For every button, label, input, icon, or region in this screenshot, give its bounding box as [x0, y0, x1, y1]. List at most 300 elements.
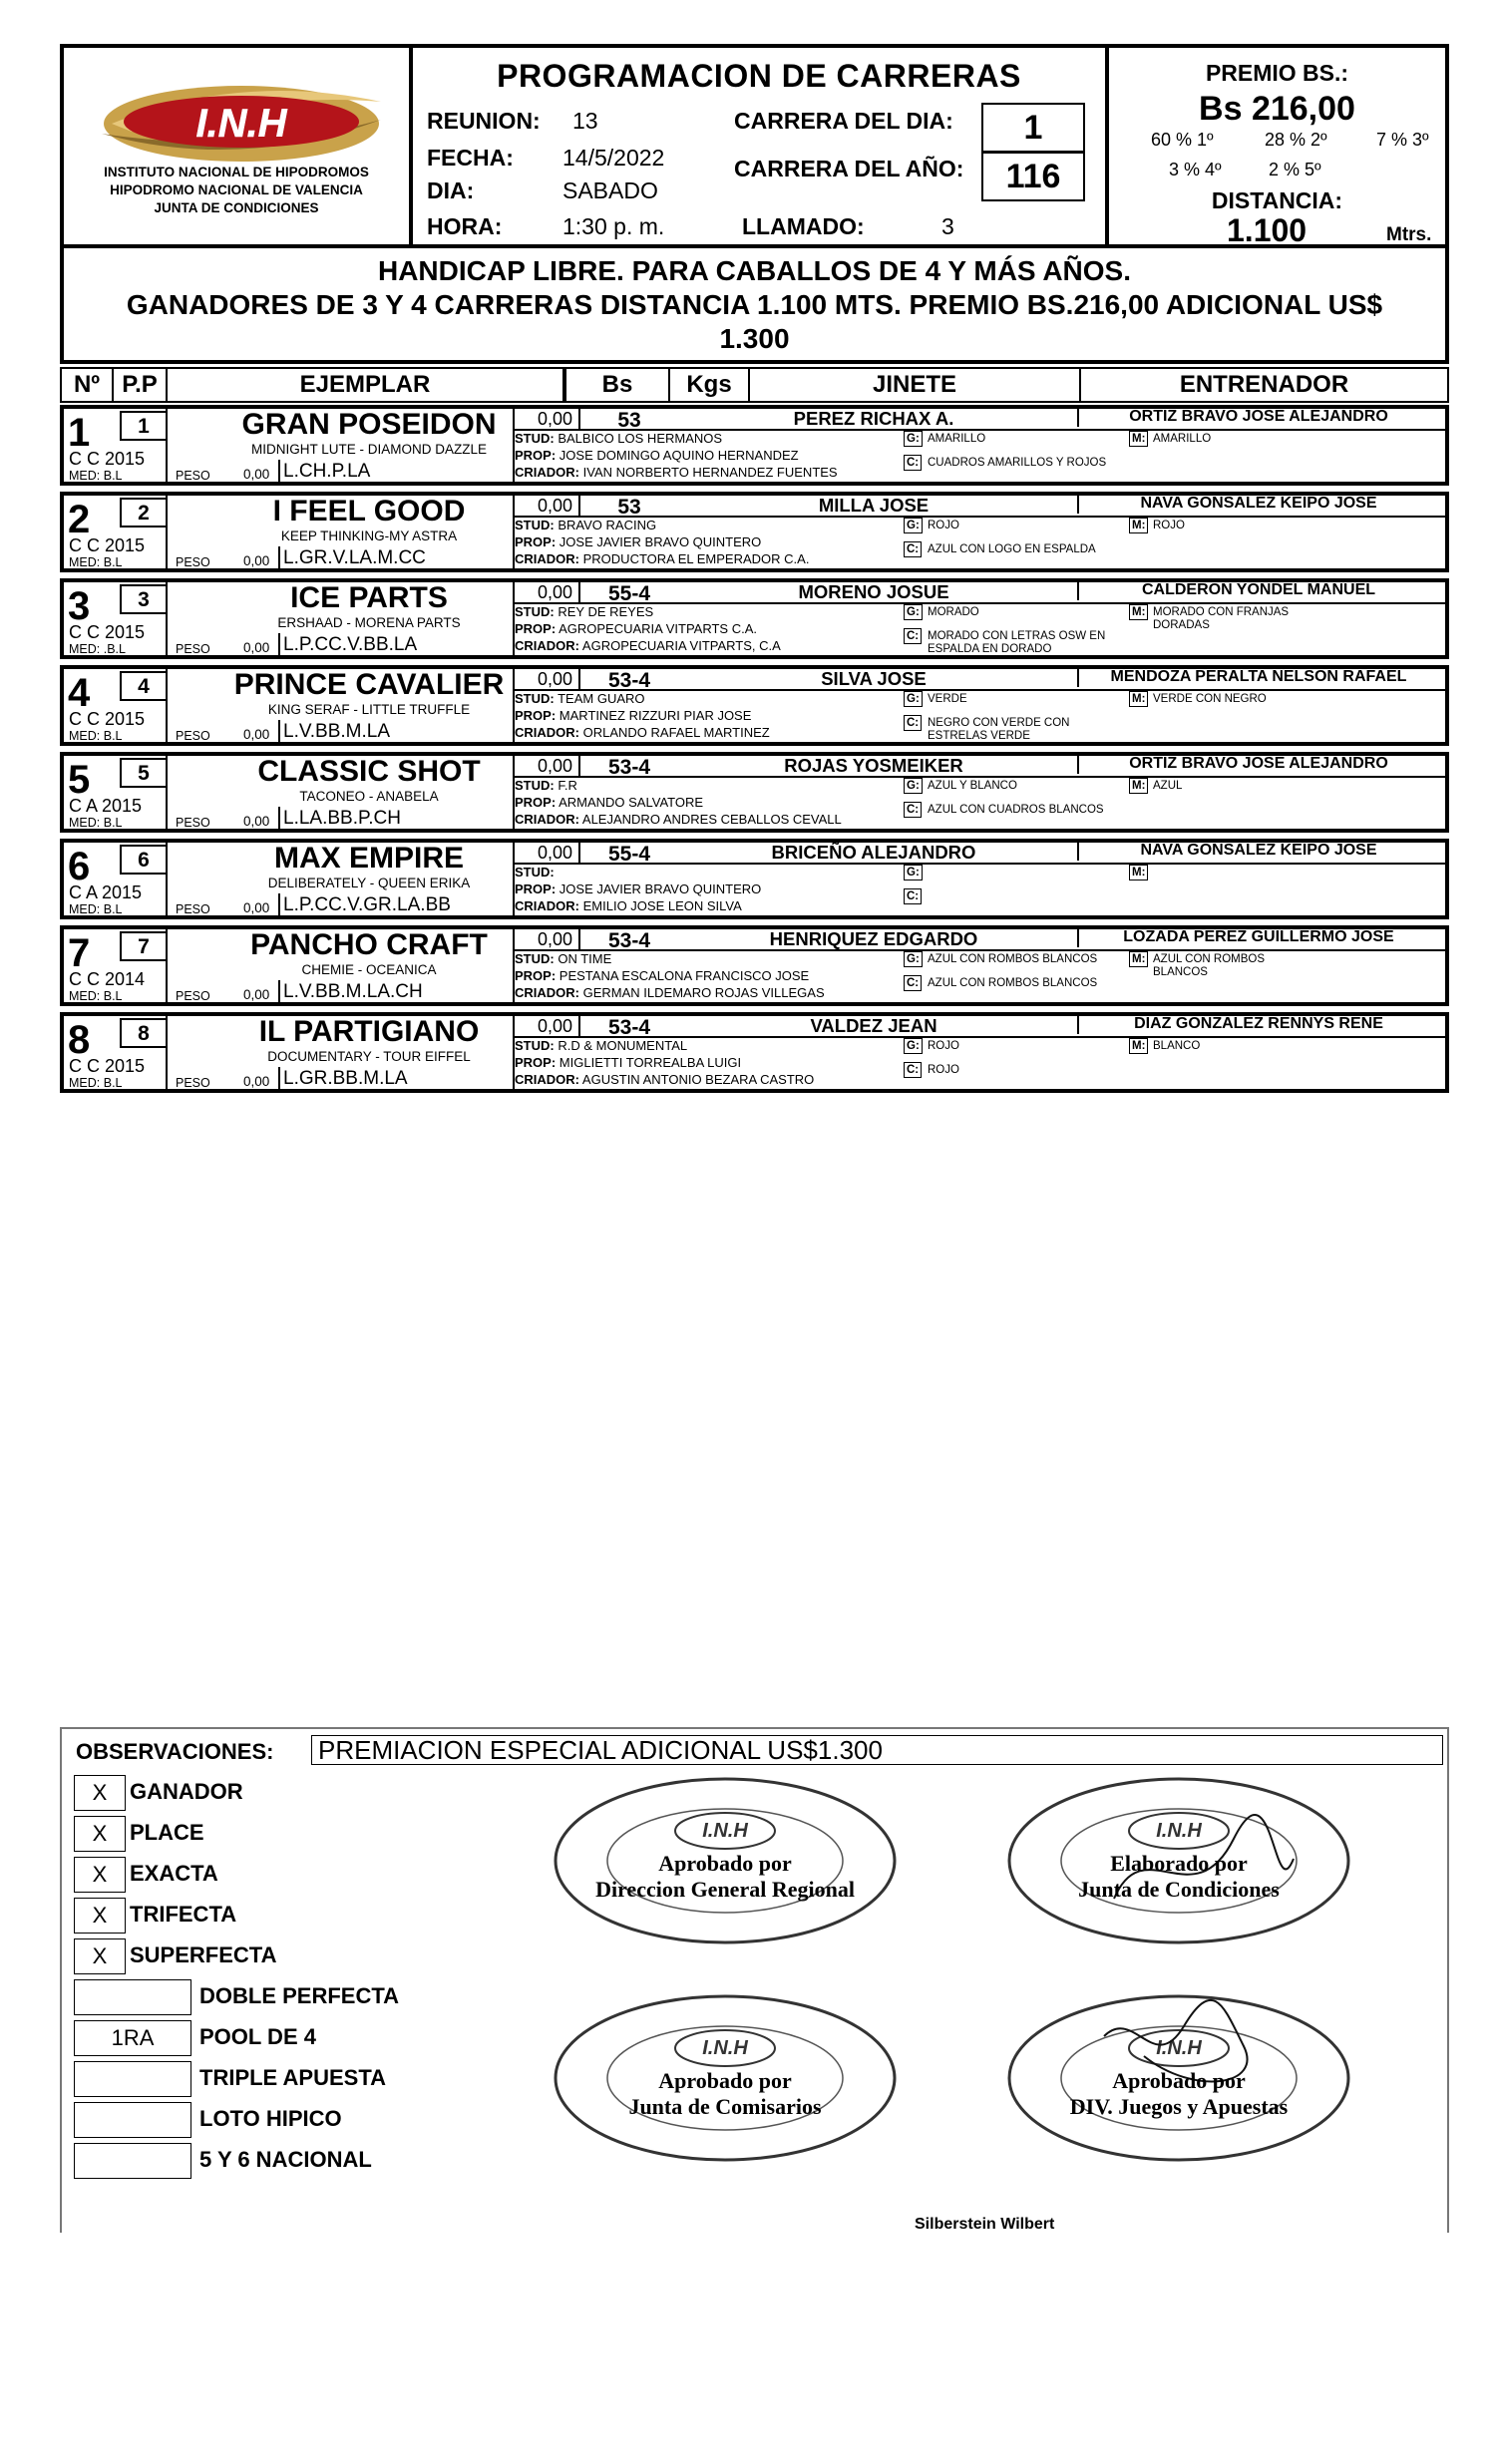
medication [69, 989, 123, 1003]
g-label: G: [904, 691, 923, 707]
kgs-value: 53 [617, 496, 641, 519]
stamp-line2: Direccion General Regional [595, 1877, 855, 1902]
med-value: B.L [103, 1076, 123, 1090]
bet-label: DOBLE PERFECTA [199, 1983, 400, 2008]
criador-line [515, 985, 825, 1000]
conditions-line: HANDICAP LIBRE. PARA CABALLOS DE 4 Y MÁS AÑOS. [377, 255, 1132, 286]
bet-label: TRIPLE APUESTA [199, 2065, 387, 2090]
post-position: 2 [120, 498, 168, 528]
peso-label: PESO [176, 729, 210, 743]
prop-label: PROP: [515, 795, 557, 810]
jockey-name: HENRIQUEZ EDGARDO [769, 928, 978, 949]
page-title: PROGRAMACION DE CARRERAS [497, 58, 1021, 94]
jockey-name: MILLA JOSE [818, 495, 930, 516]
gorra-color: MORADO [928, 606, 979, 618]
horse-code: L.P.CC.V.BB.LA [278, 633, 513, 657]
jockey-name: MORENO JOSUE [798, 581, 949, 602]
dia-value: SABADO [562, 177, 658, 203]
divider [166, 843, 168, 915]
g-label: G: [904, 778, 923, 794]
pedigree: CHEMIE - OCEANICA [301, 962, 437, 977]
col-horse: EJEMPLAR [166, 367, 564, 403]
horse-code: L.GR.BB.M.LA [278, 1067, 513, 1091]
horse-code: L.V.BB.M.LA.CH [278, 980, 513, 1004]
criador-line [515, 725, 770, 740]
g-label: G: [904, 604, 923, 620]
post-position: 4 [120, 671, 168, 701]
criador-label: CRIADOR: [515, 638, 579, 653]
med-label: MED: [69, 902, 101, 916]
gorra-color: AZUL Y BLANCO [928, 780, 1017, 792]
m-label: M: [1129, 604, 1148, 620]
stud-label: STUD: [515, 778, 555, 793]
criador-label: CRIADOR: [515, 812, 579, 827]
conditions-line: GANADORES DE 3 Y 4 CARRERAS DISTANCIA 1.100 MTS. PREMIO BS.216,00 ADICIONAL US$ [126, 289, 1383, 320]
criador-value: IVAN NORBERTO HERNANDEZ FUENTES [582, 465, 838, 480]
divider [1077, 843, 1079, 861]
mangas-color: ROJO [1153, 520, 1185, 531]
bs-value: 0,00 [513, 756, 580, 778]
horse-name: PRINCE CAVALIER [233, 668, 505, 701]
divider [1077, 582, 1079, 600]
stamp-condiciones [994, 1769, 1363, 1948]
peso-label: PESO [176, 555, 210, 569]
criador-label: CRIADOR: [515, 1072, 579, 1087]
c-label: C: [904, 802, 922, 818]
criador-line [515, 898, 742, 913]
bet-label: LOTO HIPICO [199, 2106, 342, 2131]
entry-row [60, 492, 1449, 572]
gorra-color: VERDE [928, 693, 967, 705]
divider [166, 756, 168, 829]
divider [1077, 669, 1079, 687]
kgs-value: 53-4 [607, 669, 651, 692]
c-label: C: [904, 628, 922, 644]
med-label: MED: [69, 1076, 101, 1090]
observations-section [60, 1727, 1449, 2233]
gorra-color: AMARILLO [928, 433, 986, 445]
peso-label: PESO [176, 1076, 210, 1090]
col-trainer: ENTRENADOR [1079, 367, 1449, 403]
bs-value: 0,00 [513, 843, 580, 865]
peso-value: 0,00 [243, 727, 270, 742]
horse-name: PANCHO CRAFT [250, 928, 488, 961]
criador-line [515, 551, 809, 566]
criador-value: AGROPECUARIA VITPARTS, C.A [581, 638, 781, 653]
med-label: MED: [69, 469, 101, 483]
criador-label: CRIADOR: [515, 465, 579, 480]
distance-unit: Mtrs. [1386, 224, 1432, 245]
sex-year: C A 2015 [69, 882, 143, 902]
mangas-color: VERDE CON NEGRO [1153, 693, 1267, 705]
stud-label: STUD: [515, 431, 555, 446]
trainer-name: MENDOZA PERALTA NELSON RAFAEL [1110, 668, 1407, 685]
col-bs: Bs [564, 367, 670, 403]
stamp-line1: Aprobado por [658, 1851, 792, 1876]
pedigree: KING SERAF - LITTLE TRUFFLE [267, 702, 471, 717]
stamp-line2: DIV. Juegos y Apuestas [1069, 2094, 1289, 2119]
criador-value: PRODUCTORA EL EMPERADOR C.A. [582, 551, 810, 566]
signer-name: Silberstein Wilbert [915, 2216, 1055, 2233]
chaqueta-color: AZUL CON ROMBOS BLANCOS [928, 977, 1098, 989]
post-position: 7 [120, 931, 168, 961]
trainer-name: DIAZ GONZALEZ RENNYS RENE [1134, 1015, 1383, 1032]
post-position: 6 [120, 845, 168, 875]
horse-name: CLASSIC SHOT [257, 755, 481, 788]
divider [166, 409, 168, 482]
c-label: C: [904, 1062, 922, 1078]
pedigree: DOCUMENTARY - TOUR EIFFEL [267, 1049, 471, 1064]
bet-checkbox[interactable] [74, 1979, 191, 2015]
prop-label: PROP: [515, 621, 557, 636]
stamp-direccion [541, 1769, 910, 1948]
stud-value: REY DE REYES [558, 604, 654, 619]
mangas-color: MORADO CON FRANJAS DORADAS [1153, 606, 1290, 631]
peso-value: 0,00 [243, 900, 270, 915]
stud-line [515, 1038, 687, 1053]
carrera-ano-value: 116 [981, 152, 1085, 201]
post-position: 8 [120, 1018, 168, 1048]
peso-value: 0,00 [243, 814, 270, 829]
divider [166, 1016, 168, 1089]
gorra-color: ROJO [928, 1040, 959, 1052]
post-position: 3 [120, 584, 168, 614]
prop-value: JOSE DOMINGO AQUINO HERNANDEZ [559, 448, 799, 463]
peso-label: PESO [176, 902, 210, 916]
stud-line [515, 865, 555, 880]
horse-name: IL PARTIGIANO [258, 1015, 480, 1048]
stud-label: STUD: [515, 1038, 555, 1053]
bet-checkbox[interactable]: X [74, 1816, 126, 1852]
stud-label: STUD: [515, 951, 555, 966]
medication [69, 642, 126, 656]
trainer-name: LOZADA PEREZ GUILLERMO JOSE [1123, 928, 1394, 945]
medication [69, 902, 123, 916]
med-value: B.L [103, 729, 123, 743]
pedigree: MIDNIGHT LUTE - DIAMOND DAZZLE [250, 442, 487, 457]
seal-logo-text: I.N.H [702, 2037, 748, 2059]
peso-label: PESO [176, 642, 210, 656]
llamado-label: LLAMADO: [742, 213, 865, 239]
dia-label: DIA: [427, 177, 475, 203]
bet-label: PLACE [130, 1820, 204, 1845]
pedigree: KEEP THINKING-MY ASTRA [280, 528, 458, 543]
reunion-label: REUNION: [427, 108, 541, 134]
bet-checkbox[interactable]: 1RA [74, 2020, 191, 2056]
m-label: M: [1129, 691, 1148, 707]
medication [69, 555, 123, 569]
pedigree: TACONEO - ANABELA [299, 789, 439, 804]
gorra-color: ROJO [928, 520, 959, 531]
fecha-value: 14/5/2022 [562, 145, 665, 171]
pedigree: ERSHAAD - MORENA PARTS [277, 615, 461, 630]
sex-year: C C 2014 [69, 969, 146, 989]
kgs-value: 53-4 [607, 1016, 651, 1039]
entry-row [60, 578, 1449, 659]
peso-label: PESO [176, 816, 210, 830]
prop-label: PROP: [515, 708, 557, 723]
entry-row [60, 665, 1449, 746]
sex-year: C C 2015 [69, 1056, 146, 1076]
prop-label: PROP: [515, 448, 557, 463]
stamp-comisarios [541, 1986, 910, 2166]
medication [69, 729, 123, 743]
peso-value: 0,00 [243, 467, 270, 482]
criador-label: CRIADOR: [515, 898, 579, 913]
horse-code: L.LA.BB.P.CH [278, 807, 513, 831]
org-line: HIPODROMO NACIONAL DE VALENCIA [110, 182, 363, 197]
jockey-name: SILVA JOSE [821, 668, 927, 689]
jockey-name: PEREZ RICHAX A. [793, 408, 954, 429]
med-value: B.L [103, 902, 123, 916]
stud-label: STUD: [515, 518, 555, 532]
entry-number: 4 [68, 671, 91, 715]
jockey-name: BRICEÑO ALEJANDRO [771, 842, 976, 863]
hora-value: 1:30 p. m. [562, 213, 665, 239]
conditions-line: 1.300 [719, 323, 790, 354]
stamp-line1: Aprobado por [658, 2068, 792, 2093]
stamp-line2: Junta de Comisarios [628, 2094, 822, 2119]
sex-year: C A 2015 [69, 796, 143, 816]
c-label: C: [904, 715, 922, 731]
m-label: M: [1129, 518, 1148, 533]
horse-code: L.GR.V.LA.M.CC [278, 546, 513, 570]
c-label: C: [904, 975, 922, 991]
prop-label: PROP: [515, 1055, 557, 1070]
logo-area [64, 48, 413, 244]
chaqueta-color: ROJO [928, 1064, 959, 1076]
mangas-color: AZUL CON ROMBOS BLANCOS [1153, 953, 1266, 978]
med-value: B.L [103, 816, 123, 830]
sex-year: C C 2015 [69, 449, 146, 469]
horse-code: L.CH.P.LA [278, 460, 513, 484]
horse-name: I FEEL GOOD [272, 495, 466, 528]
criador-value: GERMAN ILDEMARO ROJAS VILLEGAS [582, 985, 825, 1000]
criador-line [515, 1072, 814, 1087]
bet-label: GANADOR [130, 1779, 243, 1804]
divider [1077, 409, 1079, 427]
m-label: M: [1129, 951, 1148, 967]
stamp-juegos [994, 1986, 1363, 2166]
bet-checkbox[interactable]: X [74, 1857, 126, 1893]
bet-label: EXACTA [130, 1861, 218, 1886]
stud-value: F.R [558, 778, 577, 793]
c-label: C: [904, 541, 922, 557]
kgs-value: 53-4 [607, 929, 651, 952]
stud-line [515, 951, 611, 966]
entries-header [60, 367, 1449, 403]
race-info [413, 48, 1109, 244]
criador-line [515, 812, 842, 827]
bs-value: 0,00 [513, 409, 580, 431]
prop-value: AGROPECUARIA VITPARTS C.A. [559, 621, 757, 636]
g-label: G: [904, 1038, 923, 1054]
trainer-name: NAVA GONSALEZ KEIPO JOSE [1140, 842, 1377, 859]
carrera-dia-label: CARRERA DEL DIA: [734, 108, 953, 134]
bet-checkbox[interactable] [74, 2102, 191, 2138]
observations-text: PREMIACION ESPECIAL ADICIONAL US$1.300 [311, 1735, 1443, 1765]
med-label: MED: [69, 816, 101, 830]
chaqueta-color: NEGRO CON VERDE CON ESTRELAS VERDE [928, 717, 1070, 742]
horse-name: MAX EMPIRE [273, 842, 465, 875]
prize-label: PREMIO BS.: [1205, 60, 1349, 86]
bs-value: 0,00 [513, 669, 580, 691]
peso-value: 0,00 [243, 553, 270, 568]
med-value: B.L [103, 989, 123, 1003]
kgs-value: 53 [617, 409, 641, 432]
reunion-value: 13 [572, 108, 598, 134]
mangas-color: AZUL [1153, 780, 1183, 792]
llamado-value: 3 [941, 213, 954, 239]
entry-number: 2 [68, 498, 91, 541]
stud-line [515, 431, 722, 446]
bs-value: 0,00 [513, 1016, 580, 1038]
peso-label: PESO [176, 469, 210, 483]
stud-label: STUD: [515, 604, 555, 619]
prize-split-5: 2 % 5º [1269, 160, 1321, 179]
entry-number: 7 [68, 931, 91, 975]
m-label: M: [1129, 865, 1148, 880]
med-label: MED: [69, 642, 101, 656]
entry-row [60, 839, 1449, 919]
jockey-name: ROJAS YOSMEIKER [784, 755, 963, 776]
stud-value: BRAVO RACING [558, 518, 657, 532]
peso-label: PESO [176, 989, 210, 1003]
divider [166, 669, 168, 742]
criador-line [515, 465, 838, 480]
entry-number: 6 [68, 845, 91, 888]
g-label: G: [904, 951, 923, 967]
gorra-color: AZUL CON ROMBOS BLANCOS [928, 953, 1098, 965]
criador-value: ALEJANDRO ANDRES CEBALLOS CEVALL [581, 812, 842, 827]
chaqueta-color: MORADO CON LETRAS OSW EN ESPALDA EN DORADO [928, 630, 1106, 655]
medication [69, 1076, 123, 1090]
prop-label: PROP: [515, 881, 557, 896]
col-jockey: JINETE [748, 367, 1081, 403]
sex-year: C C 2015 [69, 622, 146, 642]
stud-line [515, 518, 656, 532]
race-header [60, 44, 1449, 248]
prize-split-4: 3 % 4º [1169, 160, 1222, 179]
g-label: G: [904, 865, 923, 880]
bet-checkbox[interactable]: X [74, 1898, 126, 1934]
prize-split-1: 60 % 1º [1151, 130, 1214, 150]
org-line: INSTITUTO NACIONAL DE HIPODROMOS [104, 165, 369, 179]
med-label: MED: [69, 989, 101, 1003]
m-label: M: [1129, 778, 1148, 794]
prop-value: JOSE JAVIER BRAVO QUINTERO [559, 534, 762, 549]
seal-logo-text: I.N.H [1156, 1820, 1202, 1842]
prop-value: MIGLIETTI TORREALBA LUIGI [559, 1055, 742, 1070]
prize-info [1109, 48, 1445, 248]
col-kgs: Kgs [668, 367, 750, 403]
mangas-color: AMARILLO [1153, 433, 1212, 445]
bet-checkbox[interactable]: X [74, 1775, 126, 1811]
prop-line [515, 881, 761, 896]
logo-text: I.N.H [195, 102, 287, 146]
medication [69, 469, 123, 483]
divider [1077, 1016, 1079, 1034]
medication [69, 816, 123, 830]
trainer-name: CALDERON YONDEL MANUEL [1141, 581, 1376, 598]
prop-value: ARMANDO SALVATORE [559, 795, 704, 810]
stud-label: STUD: [515, 865, 555, 880]
distance-value: 1.100 [1227, 212, 1308, 248]
bet-checkbox[interactable] [74, 2061, 191, 2097]
horse-code: L.P.CC.V.GR.LA.BB [278, 893, 513, 917]
kgs-value: 53-4 [607, 756, 651, 779]
prop-line [515, 795, 703, 810]
prop-line [515, 968, 809, 983]
criador-label: CRIADOR: [515, 985, 579, 1000]
med-value: .B.L [103, 642, 126, 656]
prize-split-2: 28 % 2º [1265, 130, 1327, 150]
distance-label: DISTANCIA: [1211, 187, 1343, 213]
divider [1077, 756, 1079, 774]
divider [166, 929, 168, 1002]
carrera-dia-value: 1 [981, 103, 1085, 153]
prop-line [515, 708, 751, 723]
prop-value: MARTINEZ RIZZURI PIAR JOSE [559, 708, 752, 723]
sex-year: C C 2015 [69, 709, 146, 729]
criador-value: AGUSTIN ANTONIO BEZARA CASTRO [581, 1072, 815, 1087]
col-pp: P.P [112, 367, 168, 403]
entry-number: 1 [68, 411, 91, 455]
organization-lines [64, 164, 409, 217]
entry-number: 5 [68, 758, 91, 802]
bet-label: TRIFECTA [130, 1902, 237, 1927]
stud-value: TEAM GUARO [558, 691, 645, 706]
prop-line [515, 621, 757, 636]
m-label: M: [1129, 431, 1148, 447]
prop-value: JOSE JAVIER BRAVO QUINTERO [559, 881, 762, 896]
horse-code: L.V.BB.M.LA [278, 720, 513, 744]
bs-value: 0,00 [513, 582, 580, 604]
prop-line [515, 534, 761, 549]
hora-label: HORA: [427, 213, 503, 239]
divider [166, 582, 168, 655]
trainer-name: ORTIZ BRAVO JOSE ALEJANDRO [1129, 408, 1388, 425]
med-label: MED: [69, 555, 101, 569]
horse-name: ICE PARTS [290, 581, 448, 614]
seal-logo-text: I.N.H [1156, 2037, 1202, 2059]
race-conditions [60, 248, 1449, 364]
med-value: B.L [103, 555, 123, 569]
prop-label: PROP: [515, 968, 557, 983]
prop-value: PESTANA ESCALONA FRANCISCO JOSE [559, 968, 810, 983]
observations-title: OBSERVACIONES: [76, 1739, 274, 1764]
bet-checkbox[interactable] [74, 2143, 191, 2179]
g-label: G: [904, 518, 923, 533]
med-value: B.L [103, 469, 123, 483]
mangas-color: BLANCO [1153, 1040, 1201, 1052]
bet-checkbox[interactable]: X [74, 1938, 126, 1974]
peso-value: 0,00 [243, 987, 270, 1002]
bet-label: POOL DE 4 [199, 2024, 316, 2049]
stud-label: STUD: [515, 691, 555, 706]
c-label: C: [904, 455, 922, 471]
entry-row [60, 752, 1449, 833]
c-label: C: [904, 888, 922, 904]
entry-row [60, 1012, 1449, 1093]
chaqueta-color: AZUL CON CUADROS BLANCOS [928, 804, 1104, 816]
peso-value: 0,00 [243, 1074, 270, 1089]
prize-amount: Bs 216,00 [1199, 90, 1355, 128]
chaqueta-color: CUADROS AMARILLOS Y ROJOS [928, 457, 1107, 469]
fecha-label: FECHA: [427, 145, 514, 171]
prize-split-3: 7 % 3º [1376, 130, 1429, 150]
col-num: Nº [60, 367, 114, 403]
